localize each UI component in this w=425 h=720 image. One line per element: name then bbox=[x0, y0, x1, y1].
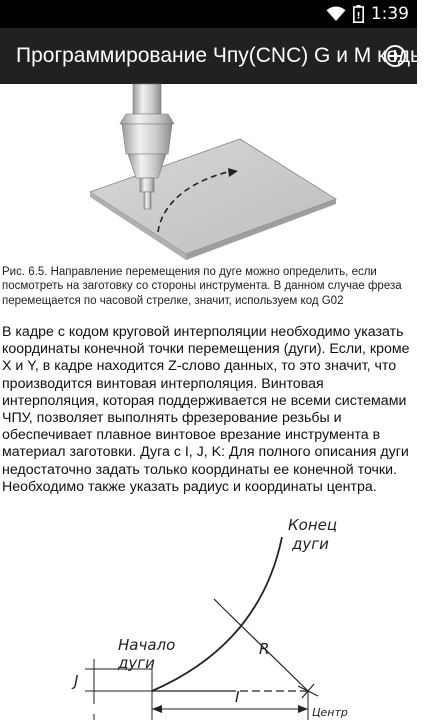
battery-icon bbox=[353, 5, 364, 23]
j-label: J bbox=[74, 672, 79, 690]
milling-arc-figure bbox=[88, 84, 338, 262]
status-icons bbox=[326, 0, 409, 28]
start-label-line1: Начало bbox=[118, 636, 176, 654]
center-label: Центр bbox=[312, 706, 348, 719]
svg-text:!: ! bbox=[356, 11, 361, 22]
radius-label: R bbox=[259, 640, 270, 658]
status-time: 1:39 bbox=[370, 4, 409, 24]
figure-caption: Рис. 6.5. Направление перемещения по дуге можно определить, если посмотреть на заготовку со стороны инструмента. В данном случае фреза перемещается по часовой стрелке, значит, используем код G02 bbox=[2, 266, 402, 307]
app-title: Программирование Чпу(CNC) G и М коды bbox=[16, 44, 425, 67]
wifi-icon bbox=[326, 6, 346, 22]
body-text: В кадре с кодом круговой интерполяции необходимо указать координаты конечной точки перемещения (дуги). Если, кроме X и Y, в кадре находится Z-слово данных, то это значит, что производится винтовая интерполяция. Винтовая интерполяция, которая поддерживается не всеми системами ЧПУ, позволяет выполнять фрезерование резьбы и обеспечивает плавное винтовое врезание инструмента в материал заготовки. Дуга с I, J, K: Для полного описания дуги недостаточно задать только координаты ее конечной точки. Необходимо также указать радиус и координаты центра. bbox=[2, 324, 410, 495]
add-circle-icon[interactable] bbox=[381, 42, 409, 70]
action-bar bbox=[0, 28, 425, 84]
end-label-line2: дуги bbox=[292, 535, 329, 553]
start-label-line2: дуги bbox=[118, 654, 155, 672]
i-label: I bbox=[235, 688, 240, 706]
status-bar bbox=[0, 0, 417, 28]
end-label-line1: Конец bbox=[288, 516, 338, 534]
article-content[interactable] bbox=[0, 84, 417, 720]
arc-ijk-diagram bbox=[70, 514, 355, 720]
